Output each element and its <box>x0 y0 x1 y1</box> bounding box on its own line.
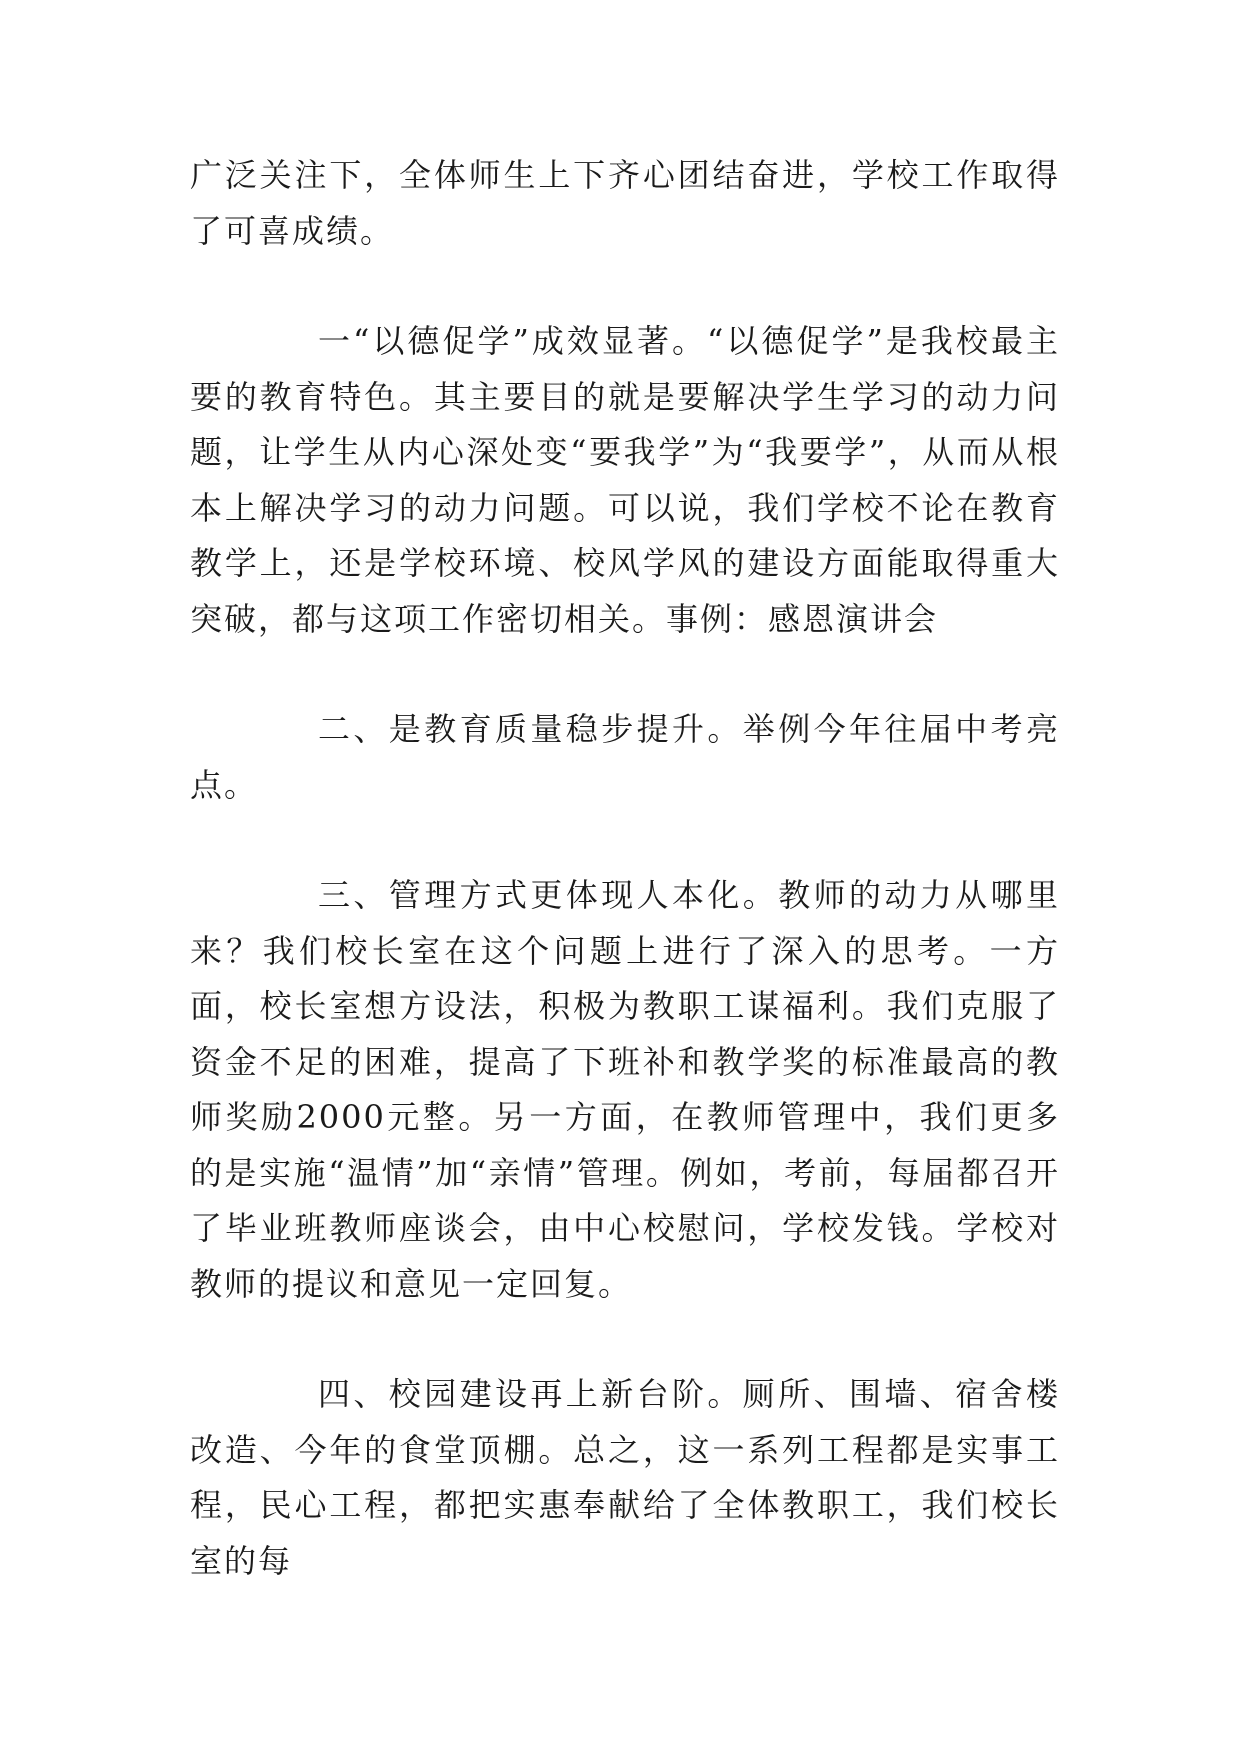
paragraph-moral-education: 一“以德促学”成效显著。“以德促学”是我校最主要的教育特色。其主要目的就是要解决学生学习的动力问题，让学生从内心深处变“要我学”为“我要学”，从而从根本上解决学习的动力问题。可以说，我们学校不论在教育教学上，还是学校环境、校风学风的建设方面能取得重大突破，都与这项工作密切相关。事例：感恩演讲会 <box>190 322 1060 638</box>
paragraph-teaching-quality: 二、是教育质量稳步提升。举例今年往届中考亮点。 <box>190 710 1060 804</box>
paragraph-campus-construction: 四、校园建设再上新台阶。厕所、围墙、宿舍楼改造、今年的食堂顶棚。总之，这一系列工程都是实事工程，民心工程，都把实惠奉献给了全体教职工，我们校长室的每 <box>190 1375 1060 1580</box>
paragraph-intro-continuation: 广泛关注下，全体师生上下齐心团结奋进，学校工作取得了可喜成绩。 <box>190 156 1060 250</box>
paragraph-management: 三、管理方式更体现人本化。教师的动力从哪里来？我们校长室在这个问题上进行了深入的思考。一方面，校长室想方设法，积极为教职工谋福利。我们克服了资金不足的困难，提高了下班补和教学奖的标准最高的教师奖励2000元整。另一方面，在教师管理中，我们更多的是实施“温情”加“亲情”管理。例如，考前，每届都召开了毕业班教师座谈会，由中心校慰问，学校发钱。学校对教师的提议和意见一定回复。 <box>190 876 1060 1303</box>
document-body <box>190 148 1060 1589</box>
